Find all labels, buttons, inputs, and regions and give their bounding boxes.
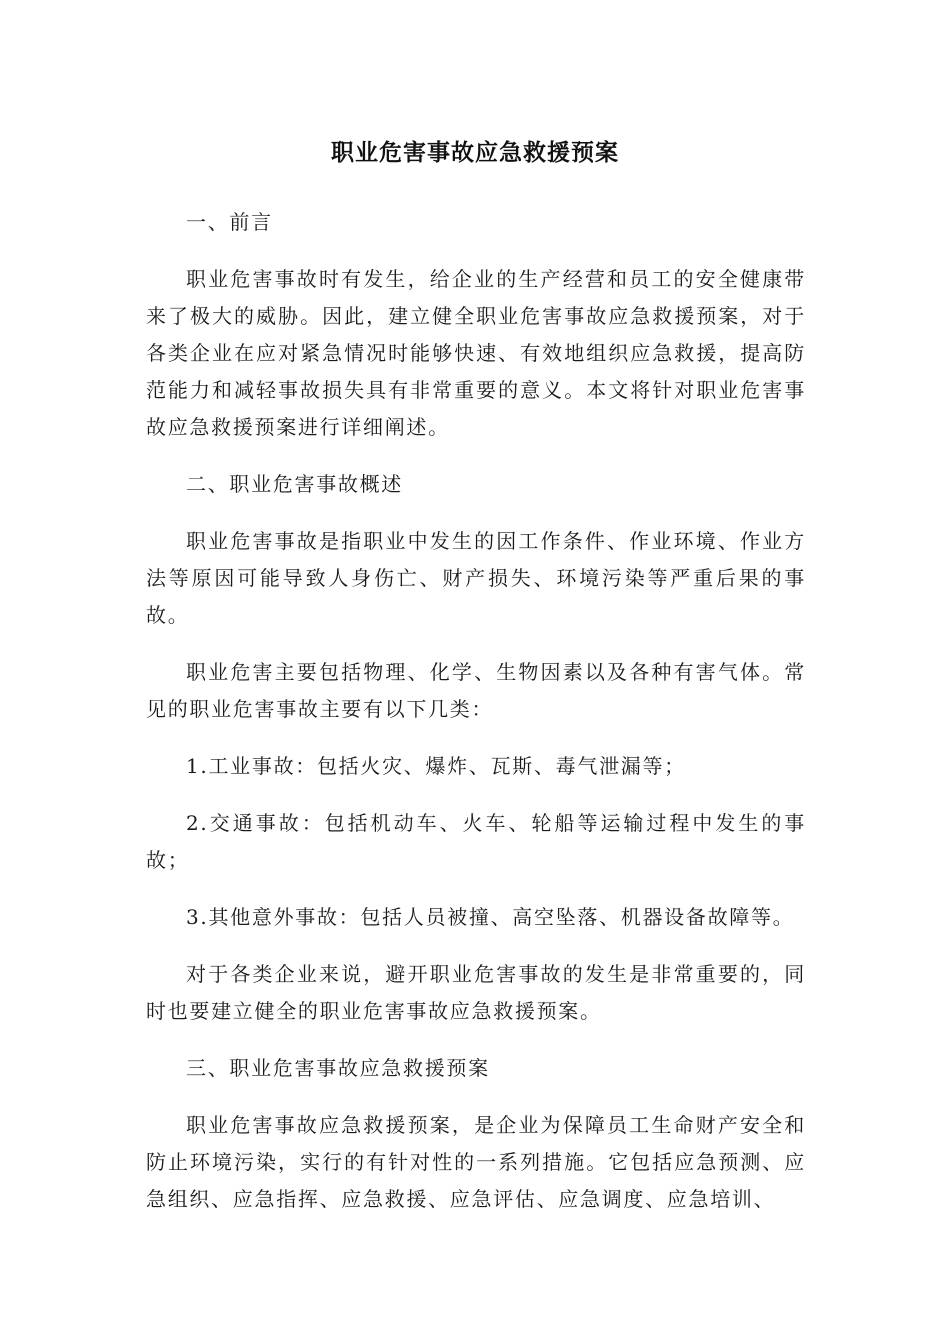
paragraph-hazard-types: 职业危害主要包括物理、化学、生物因素以及各种有害气体。常见的职业危害事故主要有以下几类： — [146, 660, 806, 721]
section-heading-overview: 二、职业危害事故概述 — [186, 472, 403, 496]
list-item-other: 3.其他意外事故：包括人员被撞、高空坠落、机器设备故障等。 — [186, 905, 795, 929]
paragraph-plan: 职业危害事故应急救援预案，是企业为保障员工生命财产安全和防止环境污染，实行的有针对性的一系列措施。它包括应急预测、应急组织、应急指挥、应急救援、应急评估、应急调度、应急培训、 — [146, 1113, 806, 1211]
section-heading-plan: 三、职业危害事故应急救援预案 — [186, 1056, 490, 1080]
section-heading-preface: 一、前言 — [186, 210, 273, 234]
document-title: 职业危害事故应急救援预案 — [331, 140, 619, 166]
paragraph-definition: 职业危害事故是指职业中发生的因工作条件、作业环境、作业方法等原因可能导致人身伤亡、财产损失、环境污染等严重后果的事故。 — [146, 529, 806, 627]
list-item-traffic: 2.交通事故：包括机动车、火车、轮船等运输过程中发生的事故； — [146, 811, 806, 872]
document-body — [146, 204, 806, 1238]
paragraph-preface: 职业危害事故时有发生，给企业的生产经营和员工的安全健康带来了极大的威胁。因此，建立健全职业危害事故应急救援预案，对于各类企业在应对紧急情况时能够快速、有效地组织应急救援，提高防范能力和减轻事故损失具有非常重要的意义。本文将针对职业危害事故应急救援预案进行详细阐述。 — [146, 267, 806, 439]
paragraph-importance: 对于各类企业来说，避开职业危害事故的发生是非常重要的，同时也要建立健全的职业危害事故应急救援预案。 — [146, 962, 806, 1023]
list-item-industrial: 1.工业事故：包括火灾、爆炸、瓦斯、毒气泄漏等； — [186, 754, 686, 778]
